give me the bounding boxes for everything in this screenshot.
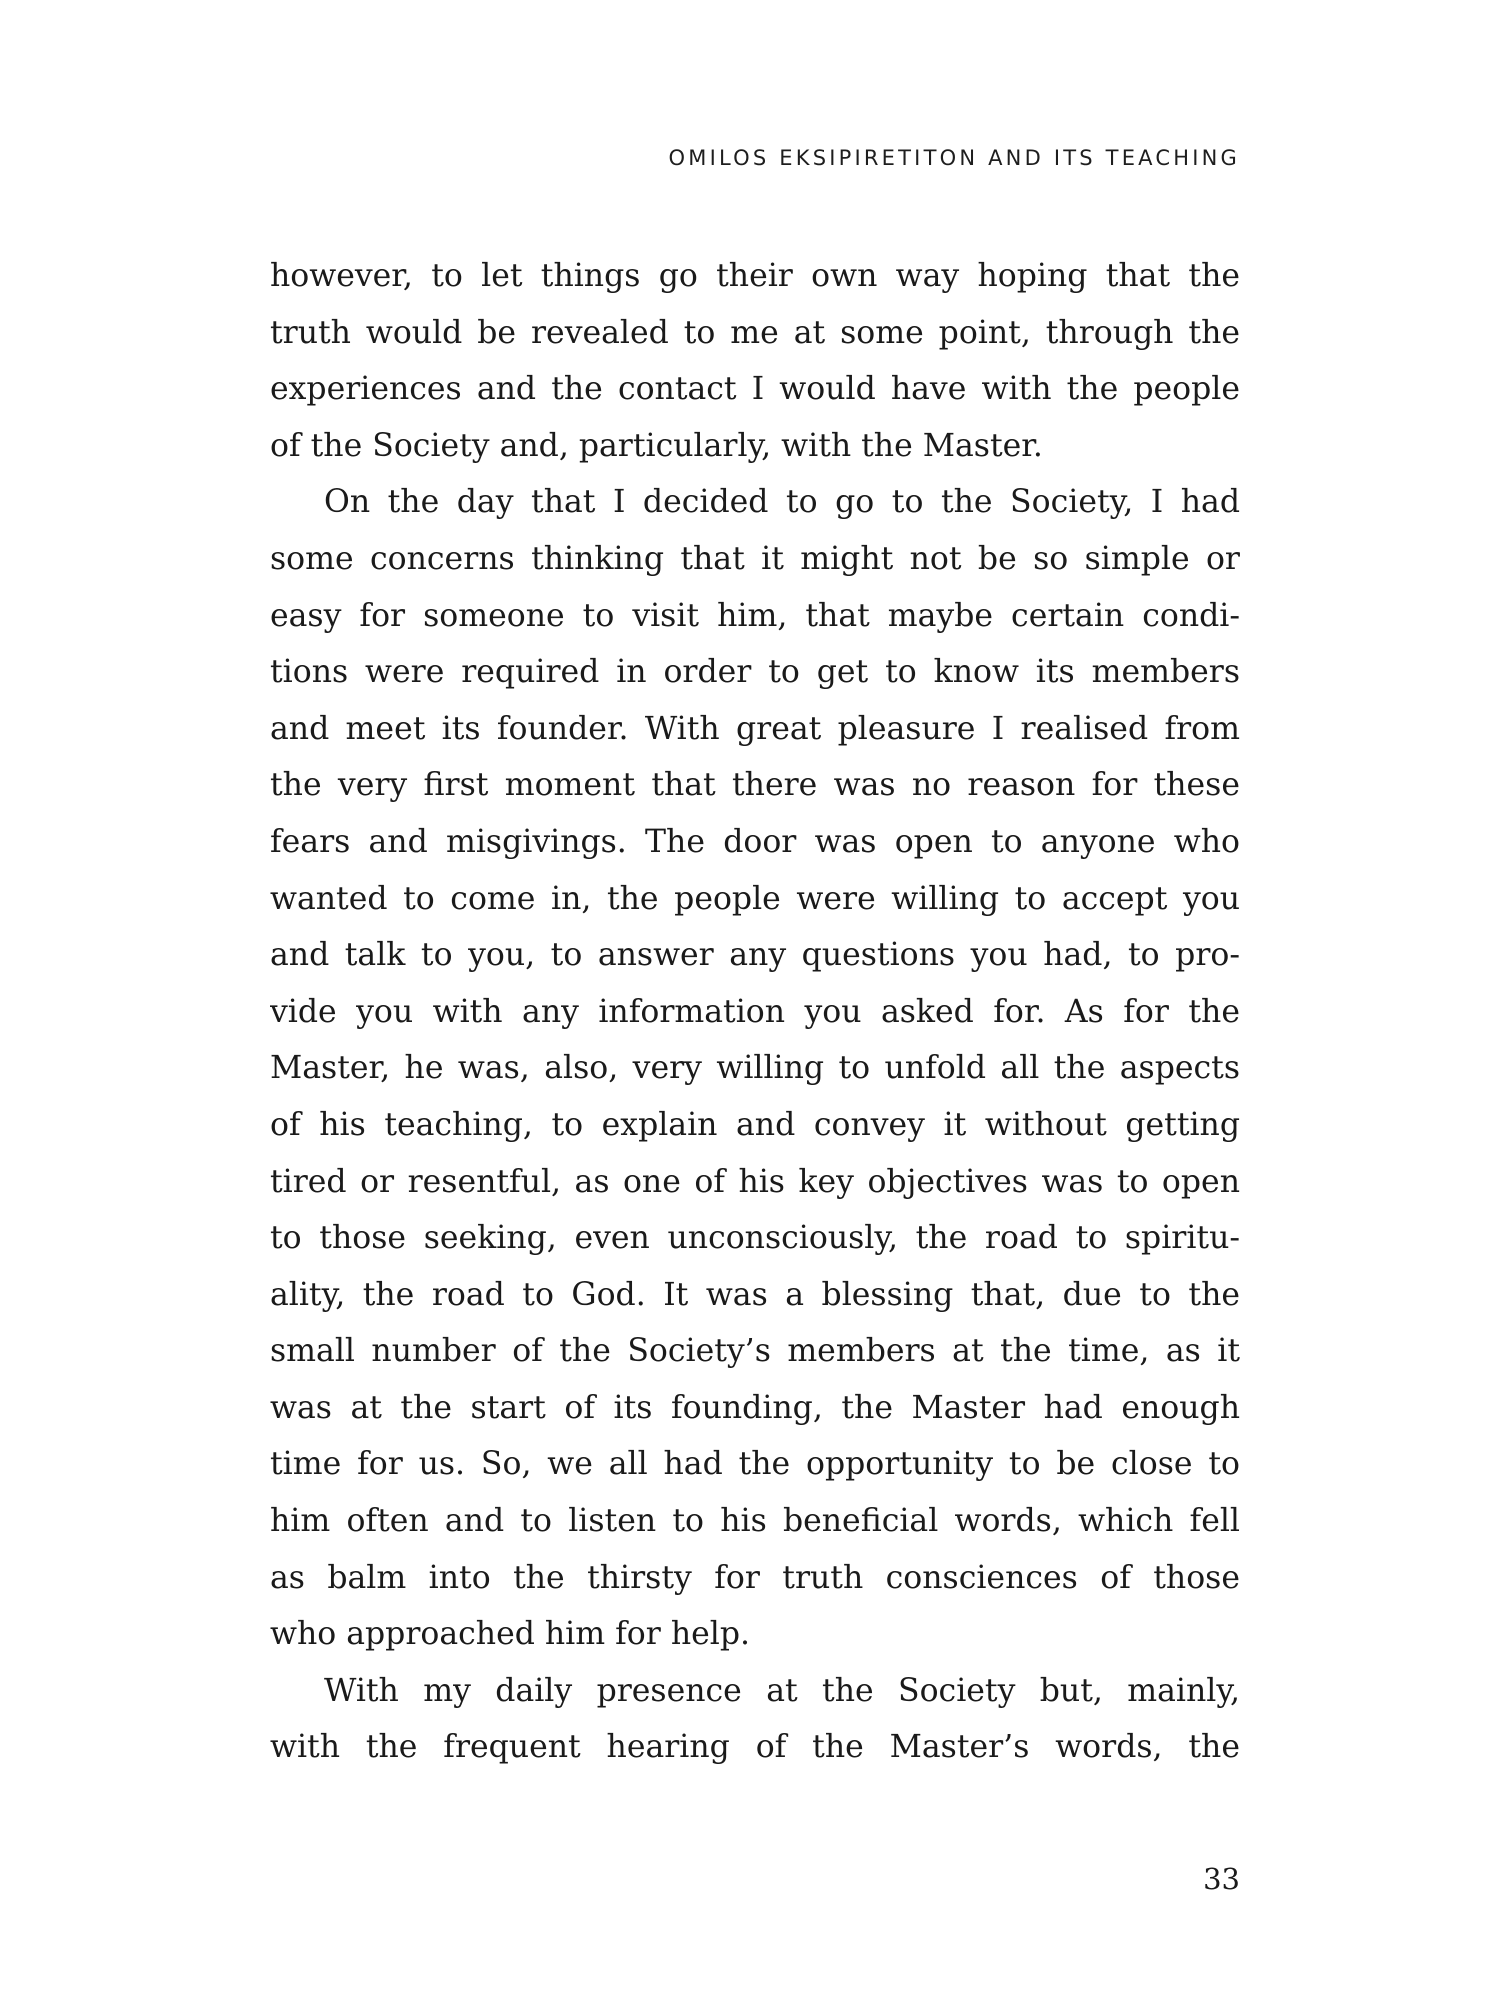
text-line: ality, the road to God. It was a blessing that, due to the <box>270 1276 1240 1313</box>
text-line: tired or resentful, as one of his key objectives was to open <box>270 1163 1240 1200</box>
text-line: some concerns thinking that it might not be so simple or <box>270 540 1240 577</box>
text-line: as balm into the thirsty for truth consciences of those <box>270 1559 1240 1596</box>
running-head: OMILOS EKSIPIRETITON AND ITS TEACHING <box>668 146 1240 170</box>
text-line: him often and to listen to his beneficial words, which fell <box>270 1503 1240 1540</box>
body-text <box>270 248 1240 1776</box>
text-line: of the Society and, particularly, with the Master. <box>270 427 1043 464</box>
page-number: 33 <box>1203 1862 1240 1896</box>
text-line: truth would be revealed to me at some point, through the <box>270 314 1240 351</box>
text-line: and meet its founder. With great pleasure I realised from <box>270 710 1240 747</box>
paragraph <box>270 474 1240 1662</box>
text-line: easy for someone to visit him, that maybe certain condi- <box>270 597 1240 634</box>
text-line: to those seeking, even unconsciously, the road to spiritu- <box>270 1220 1240 1257</box>
text-line: Master, he was, also, very willing to unfold all the aspects <box>270 1050 1240 1087</box>
text-line: tions were required in order to get to know its members <box>270 654 1240 691</box>
text-line: experiences and the contact I would have with the people <box>270 371 1240 408</box>
text-line: and talk to you, to answer any questions you had, to pro- <box>270 937 1240 974</box>
text-line: wanted to come in, the people were willing to accept you <box>270 880 1240 917</box>
text-line: of his teaching, to explain and convey it without getting <box>270 1106 1240 1143</box>
text-line: vide you with any information you asked for. As for the <box>270 993 1240 1030</box>
text-line: On the day that I decided to go to the Society, I had <box>324 484 1240 521</box>
text-line: with the frequent hearing of the Master’s words, the <box>270 1729 1240 1766</box>
text-line: however, to let things go their own way hoping that the <box>270 258 1240 294</box>
text-line: fears and misgivings. The door was open to anyone who <box>270 823 1240 860</box>
paragraph <box>270 1663 1240 1776</box>
text-line: time for us. So, we all had the opportunity to be close to <box>270 1446 1240 1483</box>
text-line: With my daily presence at the Society but, mainly, <box>324 1672 1240 1709</box>
text-line: small number of the Society’s members at the time, as it <box>270 1333 1240 1370</box>
text-line: who approached him for help. <box>270 1616 751 1653</box>
text-line: the very first moment that there was no reason for these <box>270 767 1240 804</box>
text-line: was at the start of its founding, the Master had enough <box>270 1389 1240 1426</box>
paragraph <box>270 248 1240 474</box>
